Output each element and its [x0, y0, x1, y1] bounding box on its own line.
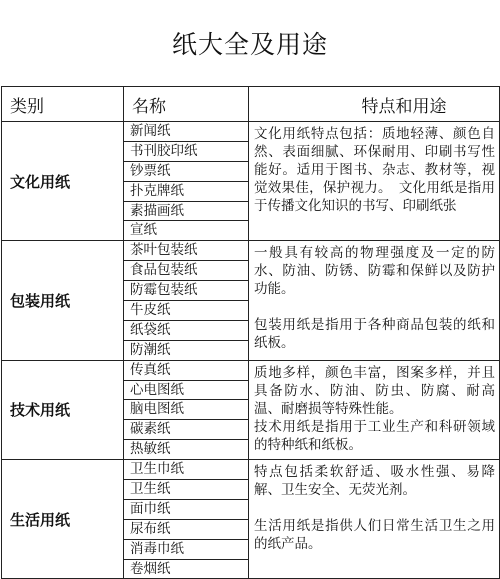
feature-paragraph: 包装用纸是指用于各种商品包装的纸和纸板。 — [254, 317, 495, 352]
section-row — [2, 360, 500, 459]
names-cell — [124, 460, 249, 579]
paper-name-item: 扑克牌纸 — [124, 182, 248, 202]
feature-paragraph: 特点包括柔软舒适、吸水性强、易降解、卫生安全、无荧光剂。 — [254, 464, 495, 499]
header-category: 类别 — [2, 87, 124, 122]
features-cell — [249, 460, 500, 579]
paper-name-item: 防潮纸 — [130, 341, 171, 358]
paper-name-item: 茶叶包装纸 — [124, 241, 248, 261]
category-cell: 技术用纸 — [2, 360, 124, 459]
paper-table — [1, 86, 500, 579]
paper-name-item: 传真纸 — [124, 361, 248, 381]
header-row — [2, 87, 500, 122]
paper-name-item: 卷烟纸 — [130, 560, 171, 577]
feature-paragraph: 质地多样，颜色丰富，图案多样，并且具备防水、防油、防虫、防腐、耐高温、耐磨损等特殊性能。 — [254, 364, 495, 417]
paper-name-item: 新闻纸 — [124, 122, 248, 142]
paper-name-item: 钞票纸 — [124, 162, 248, 182]
paper-name-item: 消毒巾纸 — [124, 540, 248, 560]
paper-name-item: 卫生纸 — [124, 480, 248, 500]
paper-name-item: 面巾纸 — [124, 500, 248, 520]
feature-paragraph: 技术用纸是指用于工业生产和科研领域的特种纸和纸板。 — [254, 418, 495, 453]
paper-name-item: 素描画纸 — [124, 202, 248, 222]
paper-name-item: 卫生巾纸 — [124, 460, 248, 480]
category-cell: 包装用纸 — [2, 241, 124, 360]
paper-name-item: 尿布纸 — [124, 520, 248, 540]
names-cell — [124, 360, 249, 459]
paper-name-item: 牛皮纸 — [124, 301, 248, 321]
features-cell — [249, 360, 500, 459]
feature-paragraph: 文化用纸特点包括：质地轻薄、颜色自然、表面细腻、环保耐用、印刷书写性能好。适用于图书、杂志、教材等，视觉效果佳，保护视力。 文化用纸是指用于传播文化知识的书写、印刷纸张 — [254, 126, 495, 214]
header-features: 特点和用途 — [249, 87, 500, 122]
paper-name-item: 书刊胶印纸 — [124, 142, 248, 162]
name-list — [124, 122, 248, 240]
features-cell — [249, 122, 500, 241]
paper-name-item: 宣纸 — [130, 222, 157, 239]
name-list — [124, 241, 248, 359]
category-cell: 文化用纸 — [2, 122, 124, 241]
paper-name-item: 热敏纸 — [130, 441, 171, 458]
section-row — [2, 460, 500, 579]
features-cell — [249, 241, 500, 360]
paragraph-gap — [254, 298, 495, 316]
paper-name-item: 心电图纸 — [124, 381, 248, 401]
name-list — [124, 460, 248, 578]
paper-name-item: 碳素纸 — [124, 420, 248, 440]
paper-name-item: 脑电图纸 — [124, 400, 248, 420]
category-cell: 生活用纸 — [2, 460, 124, 579]
section-row — [2, 241, 500, 360]
names-cell — [124, 241, 249, 360]
name-list — [124, 361, 248, 459]
names-cell — [124, 122, 249, 241]
feature-paragraph: 一般具有较高的物理强度及一定的防水、防油、防锈、防霉和保鲜以及防护功能。 — [254, 245, 495, 298]
paper-name-item: 纸袋纸 — [124, 321, 248, 341]
section-row — [2, 122, 500, 241]
paper-name-item: 食品包装纸 — [124, 261, 248, 281]
page-title: 纸大全及用途 — [171, 30, 328, 59]
header-name: 名称 — [124, 87, 249, 122]
feature-paragraph: 生活用纸是指供人们日常生活卫生之用的纸产品。 — [254, 518, 495, 553]
paragraph-gap — [254, 499, 495, 517]
paper-name-item: 防霉包装纸 — [124, 281, 248, 301]
